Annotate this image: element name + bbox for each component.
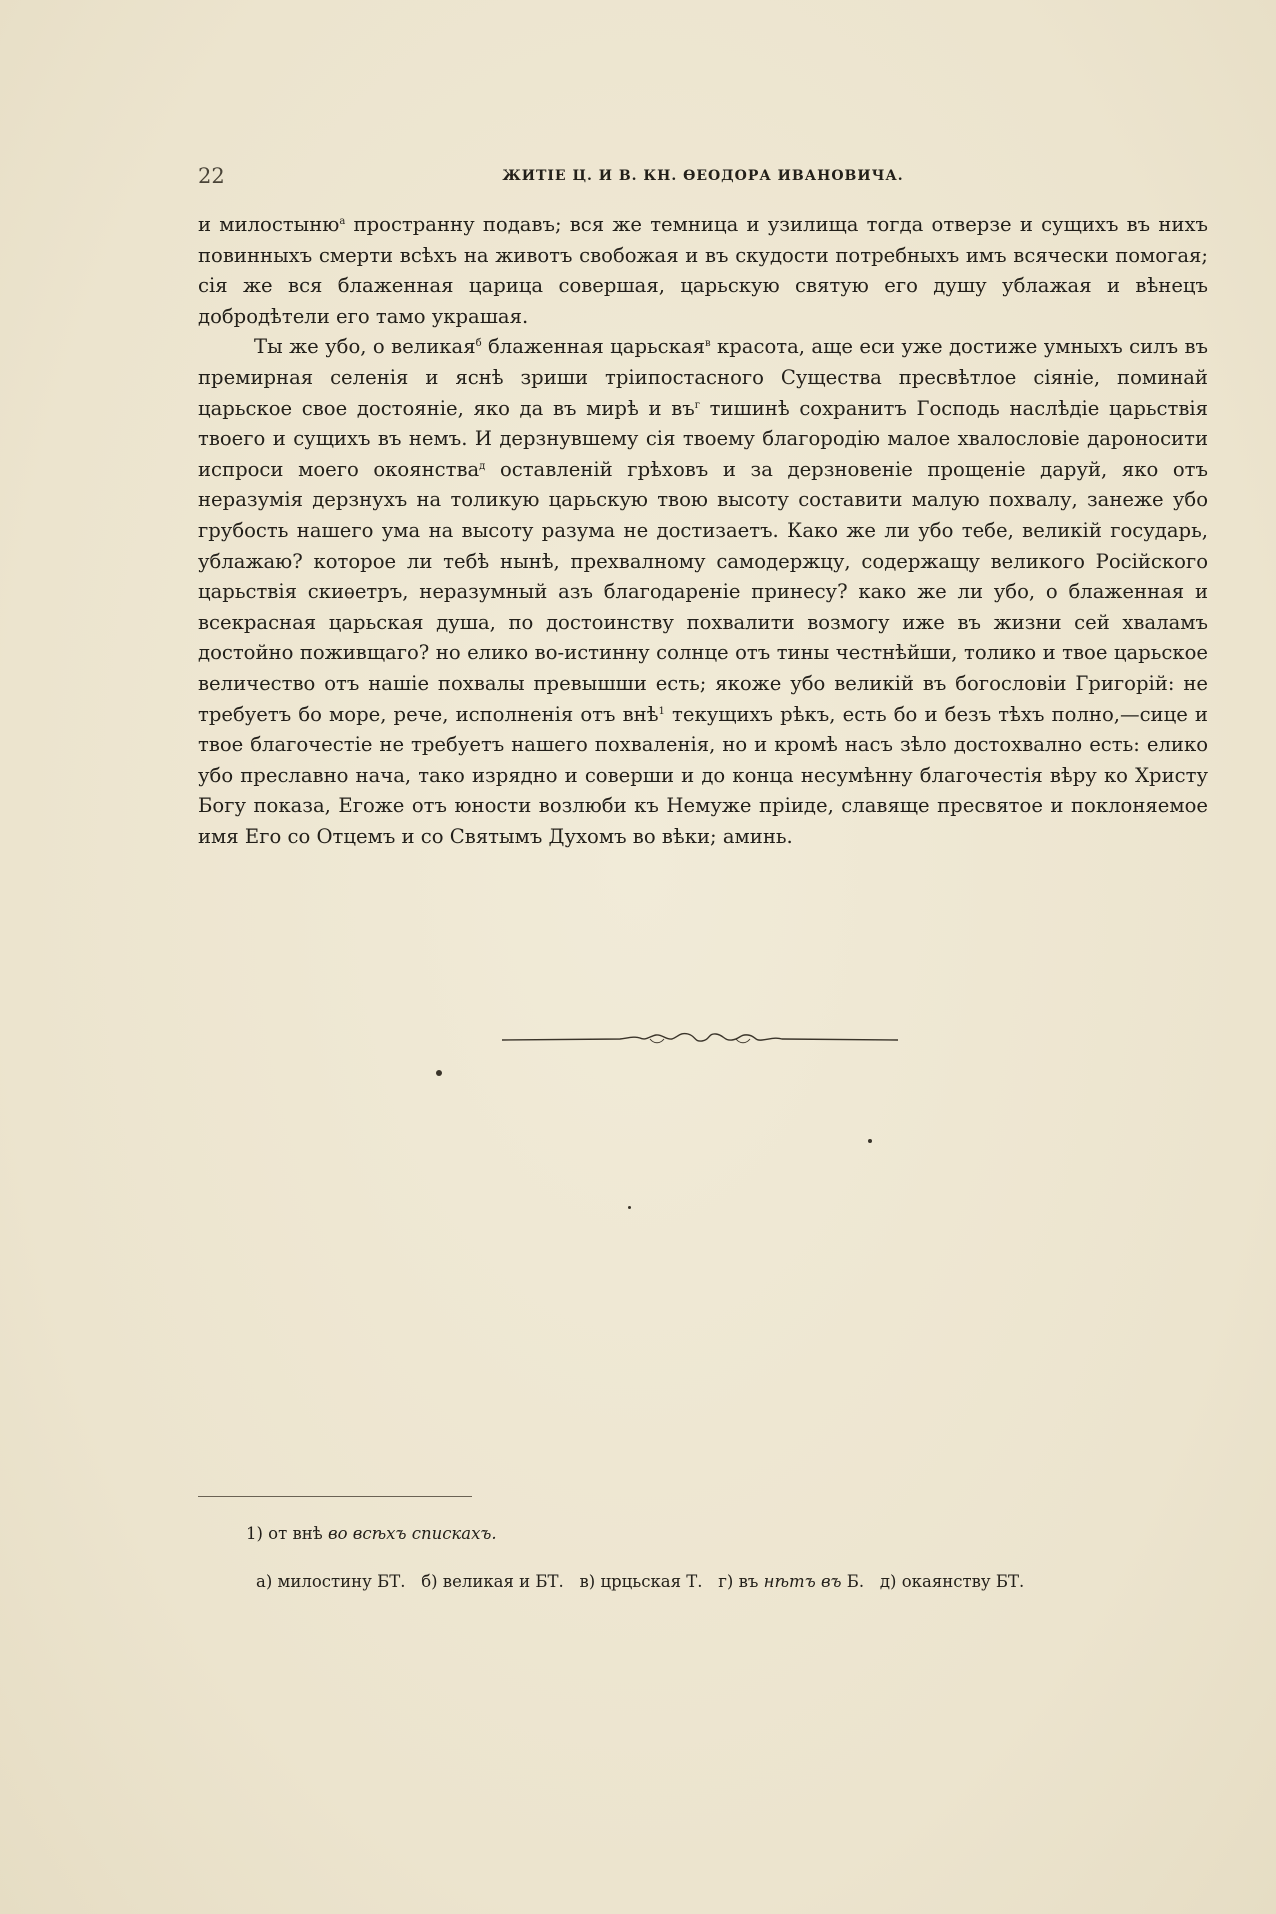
ornamental-divider xyxy=(500,1024,900,1054)
footnote-1 xyxy=(246,1524,497,1543)
footnote-text: 1) от внѣ xyxy=(246,1524,328,1543)
footnote-mark: в xyxy=(704,338,711,350)
text-run: оставленій грѣховъ и за дерзновеніе прощеніе даруй, яко отъ неразумія дерзнухъ на толикую царьскую твою высоту составити малую похвалу, занеже убо грубость нашего ума на высоту разума не достизаетъ. Како же ли убо тебе, великій государь, ублажаю? которое ли тебѣ нынѣ, прехвалному самодержцу, содержащу великого Російского царьствія скиѳетръ, неразумный азъ благодареніе принесу? како же ли убо, о блаженная и всекрасная царьская душа, по достоинству похвалити возмогу иже въ жизни сей хваламъ достойно поживщаго? но елико во-истинну солнце отъ тины честнѣйши, толико и твое царьское величество отъ нашіе похвалы превышши есть; якоже убо великій въ богословіи Григорій: не требуетъ бо море, рече, исполненія отъ внѣ xyxy=(198,457,1208,726)
footnote-mark: д xyxy=(479,460,486,472)
footnote-italic: нѣтъ въ xyxy=(763,1572,842,1591)
footnote-text: Б. д) окаянству БТ. xyxy=(841,1572,1025,1591)
ink-speck xyxy=(628,1206,631,1209)
ink-speck xyxy=(868,1139,872,1143)
text-run: и милостыню xyxy=(198,213,340,236)
footnote-mark: а xyxy=(339,216,346,227)
footnote-mark: г xyxy=(694,399,700,411)
paragraph-2 xyxy=(198,332,1208,852)
footnote-italic: во всѣхъ спискахъ. xyxy=(327,1524,497,1543)
ink-speck xyxy=(436,1070,442,1076)
page-header xyxy=(198,164,1208,194)
running-head: ЖИТІЕ Ц. И В. КН. ѲЕОДОРА ИВАНОВИЧА. xyxy=(502,168,904,184)
text-run: тишинѣ сохранитъ Господь наслѣдіе царьствія твоего и сущихъ въ немъ. И дерзнувшему сія твоему благородію малое хвалословіе дароносити испроси моего окоянства xyxy=(198,396,1209,481)
text-run: блаженная царьская xyxy=(481,335,705,359)
paragraph-1 xyxy=(198,210,1208,332)
page-number: 22 xyxy=(198,164,225,188)
footnote-mark: 1 xyxy=(658,705,665,717)
main-text xyxy=(198,210,1208,852)
footnote-variants xyxy=(256,1572,1024,1591)
footnote-mark: б xyxy=(475,338,482,350)
text-run: пространну подавъ; вся же темница и узилища тогда отверзе и сущихъ въ нихъ повинныхъ смерти всѣхъ на животъ свобожая и въ скудости потребныхъ имъ всячески помогая; сія же вся блаженная царица совершая, царьскую святую его душу ублажая и вѣнецъ добродѣтели его тамо украшая. xyxy=(198,213,1208,328)
text-run: красота, аще еси уже достиже умныхъ силъ въ премирная селенія и яснѣ зриши тріипостасного Существа пресвѣтлое сіяніе, поминай царьское свое достояніе, яко да въ мирѣ и въ xyxy=(198,335,1209,420)
text-run: Ты же убо, о великая xyxy=(254,335,476,359)
footnote-separator xyxy=(198,1496,472,1497)
text-run: текущихъ рѣкъ, есть бо и безъ тѣхъ полно,—сице и твое благочестіе не требуетъ нашего похваленія, но и кромѣ насъ зѣло достохвално есть: елико убо преславно нача, тако изрядно и соверши и до конца несумѣнну благочестія вѣру ко Христу Богу показа, Егоже отъ юности возлюби къ Немуже пріиде, славяще пресвятое и поклоняемое имя Его со Отцемъ и со Святымъ Духомъ во вѣки; аминь. xyxy=(198,702,1208,848)
footnote-text: а) милостину БТ. б) великая и БТ. в) црцьская Т. г) въ xyxy=(256,1572,764,1591)
